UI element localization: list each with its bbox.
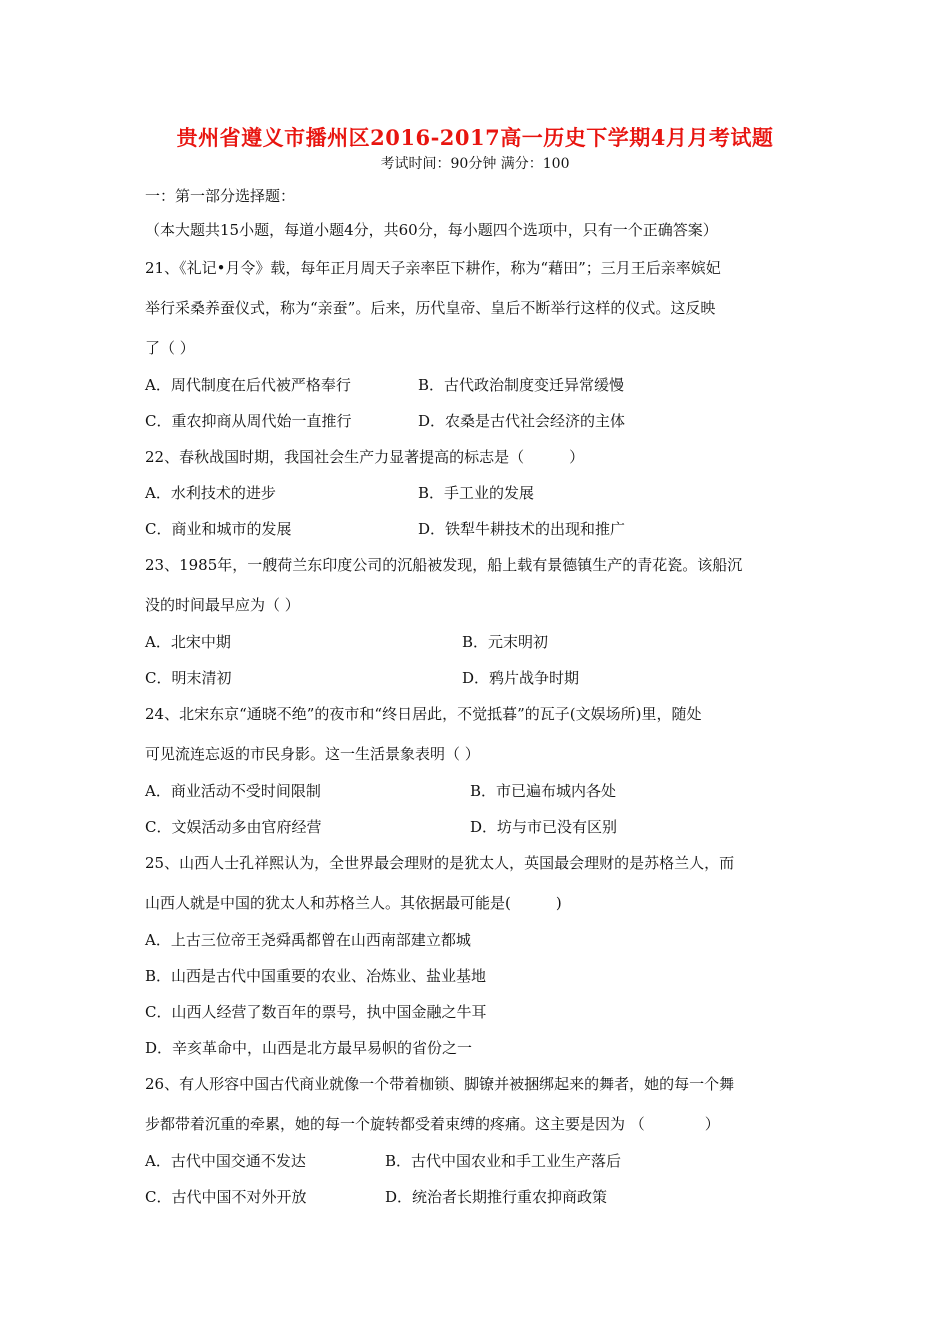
question-25-option-d: D．辛亥革命中，山西是北方最早易帜的省份之一: [145, 1039, 473, 1057]
question-26-option-c: C．古代中国不对外开放: [145, 1188, 307, 1206]
question-22-line-1: 22、春秋战国时期，我国社会生产力显著提高的标志是（ ）: [145, 448, 585, 466]
question-21-line-1: 21、《礼记•月令》载，每年正月周天子亲率臣下耕作，称为“藉田”；三月王后亲率嫔妃: [145, 259, 721, 277]
question-21-line-3: 了（ ）: [145, 339, 195, 357]
question-24-option-c: C．文娱活动多由官府经营: [145, 818, 322, 836]
question-21-option-d: D．农桑是古代社会经济的主体: [418, 412, 626, 430]
question-21-option-a: A．周代制度在后代被严格奉行: [145, 376, 351, 394]
question-23-option-a: A．北宋中期: [145, 633, 231, 651]
question-25-option-a: A．上古三位帝王尧舜禹都曾在山西南部建立都城: [145, 931, 471, 949]
question-21-option-c: C．重农抑商从周代始一直推行: [145, 412, 352, 430]
section-instructions: （本大题共15小题，每道小题4分，共60分，每小题四个选项中，只有一个正确答案）: [145, 221, 718, 239]
question-24-line-2: 可见流连忘返的市民身影。这一生活景象表明（ ）: [145, 745, 480, 763]
question-22-option-c: C．商业和城市的发展: [145, 520, 292, 538]
question-25-line-2: 山西人就是中国的犹太人和苏格兰人。其依据最可能是( ): [145, 894, 562, 912]
question-23-line-2: 没的时间最早应为（ ）: [145, 596, 300, 614]
question-23-line-1: 23、1985年，一艘荷兰东印度公司的沉船被发现，船上载有景德镇生产的青花瓷。该船沉: [145, 556, 743, 574]
section-heading: 一：第一部分选择题：: [145, 187, 296, 205]
question-23-option-b: B．元末明初: [462, 633, 549, 651]
question-24-option-b: B．市已遍布城内各处: [470, 782, 617, 800]
question-22-option-b: B．手工业的发展: [418, 484, 535, 502]
question-24-option-a: A．商业活动不受时间限制: [145, 782, 321, 800]
question-25-line-1: 25、山西人士孔祥熙认为，全世界最会理财的是犹太人，英国最会理财的是苏格兰人，而: [145, 854, 735, 872]
question-24-option-d: D．坊与市已没有区别: [470, 818, 618, 836]
question-26-line-1: 26、有人形容中国古代商业就像一个带着枷锁、脚镣并被捆绑起来的舞者，她的每一个舞: [145, 1075, 735, 1093]
exam-title: 贵州省遵义市播州区2016-2017高一历史下学期4月月考试题: [176, 125, 774, 150]
question-22-option-a: A．水利技术的进步: [145, 484, 276, 502]
question-26-option-b: B．古代中国农业和手工业生产落后: [385, 1152, 622, 1170]
question-25-option-c: C．山西人经营了数百年的票号，执中国金融之牛耳: [145, 1003, 487, 1021]
question-23-option-d: D．鸦片战争时期: [462, 669, 580, 687]
question-25-option-b: B．山西是古代中国重要的农业、冶炼业、盐业基地: [145, 967, 487, 985]
question-26-option-d: D．统治者长期推行重农抑商政策: [385, 1188, 608, 1206]
question-23-option-c: C．明末清初: [145, 669, 232, 687]
question-21-option-b: B．古代政治制度变迁异常缓慢: [418, 376, 625, 394]
question-26-line-2: 步都带着沉重的牵累，她的每一个旋转都受着束缚的疼痛。这主要是因为 （ ）: [145, 1115, 720, 1133]
question-22-option-d: D．铁犁牛耕技术的出现和推广: [418, 520, 626, 538]
question-26-option-a: A．古代中国交通不发达: [145, 1152, 306, 1170]
question-24-line-1: 24、北宋东京“通晓不绝”的夜市和“终日居此，不觉抵暮”的瓦子(文娱场所)里，随处: [145, 705, 702, 723]
question-21-line-2: 举行采桑养蚕仪式，称为“亲蚕”。后来，历代皇帝、皇后不断举行这样的仪式。这反映: [145, 299, 716, 317]
exam-subtitle: 考试时间：90分钟 满分：100: [380, 156, 570, 172]
